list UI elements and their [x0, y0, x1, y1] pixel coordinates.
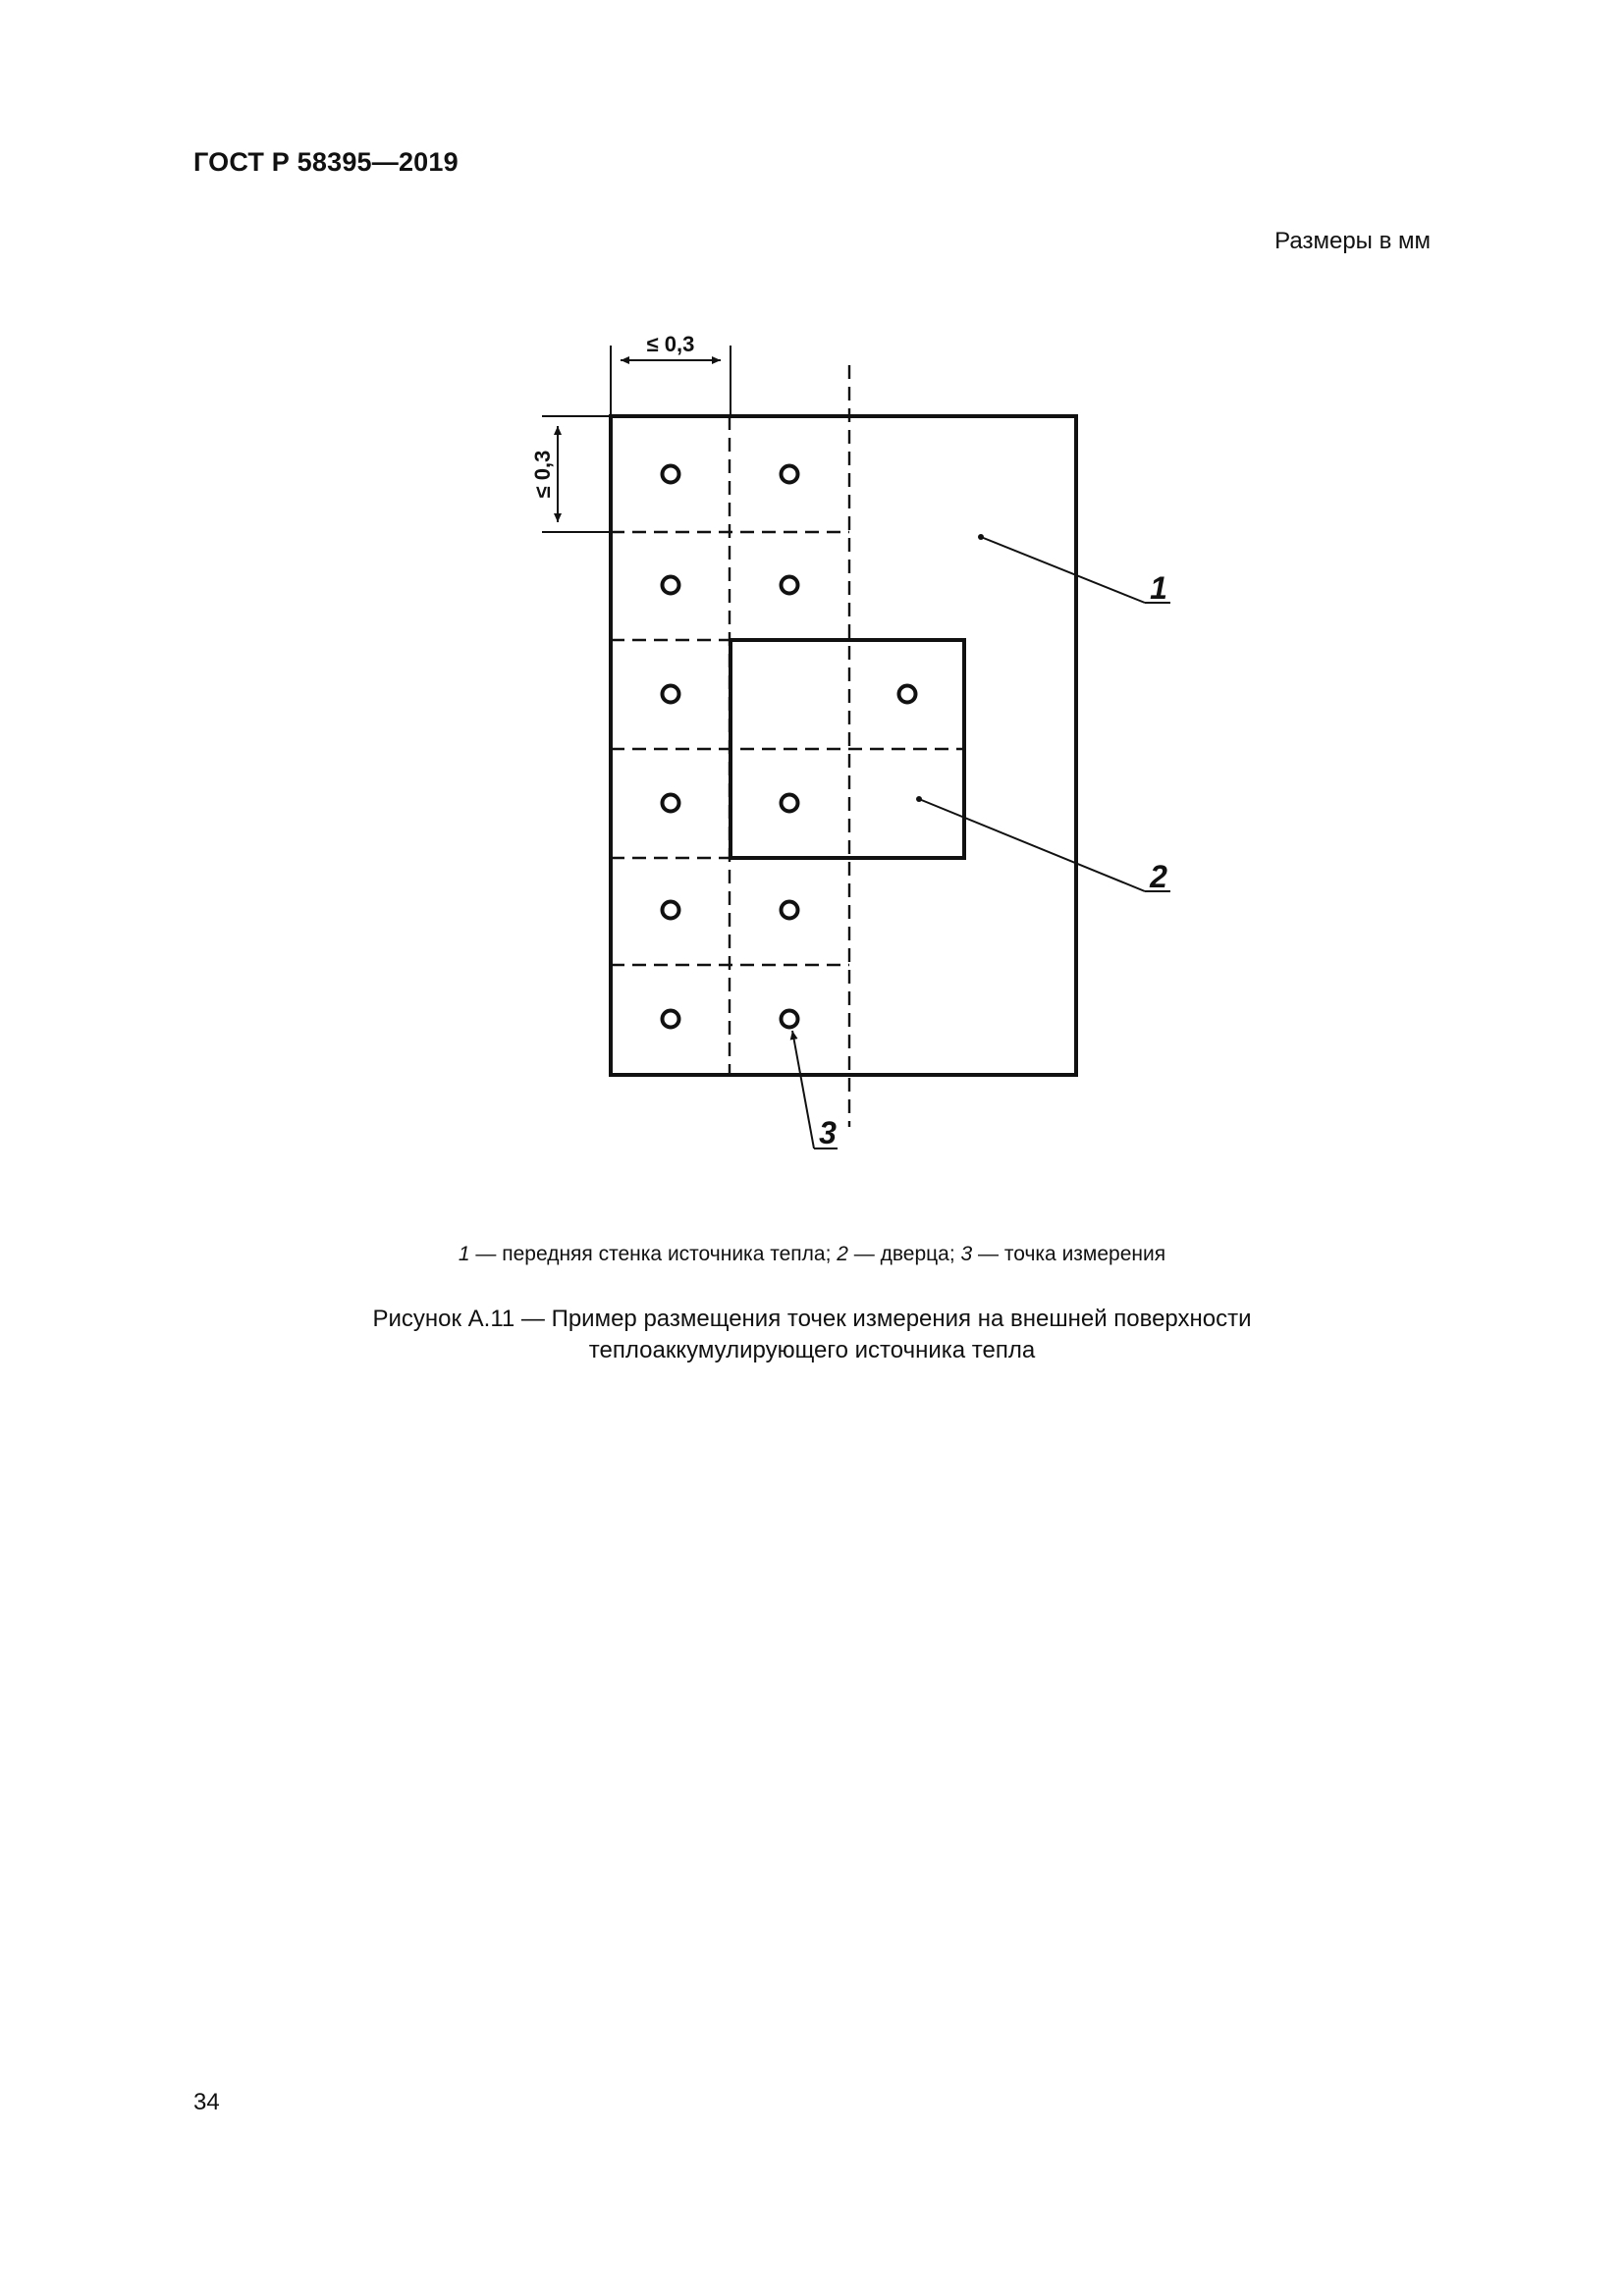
measurement-point — [782, 902, 798, 919]
callout-3-label: 3 — [819, 1115, 837, 1150]
callout-2-leader — [919, 799, 1170, 891]
caption-line-1: Рисунок А.11 — Пример размещения точек измерения на внешней поверхности — [372, 1306, 1252, 1332]
vertical-dimension-label: ≤ 0,3 — [530, 450, 555, 499]
legend-num-2: 2 — [837, 1243, 848, 1265]
measurement-point — [782, 577, 798, 594]
measurement-point — [782, 466, 798, 483]
measurement-point — [663, 577, 679, 594]
legend-num-1: 1 — [458, 1243, 470, 1265]
horizontal-dimension-label: ≤ 0,3 — [646, 332, 695, 356]
figure-caption — [0, 1304, 1624, 1366]
page-number: 34 — [193, 2089, 220, 2115]
measurement-point — [782, 1011, 798, 1028]
standard-number: ГОСТ Р 58395—2019 — [193, 147, 459, 177]
callout-1-label: 1 — [1150, 570, 1167, 606]
measurement-point — [663, 1011, 679, 1028]
callout-1-dot — [978, 534, 984, 540]
callout-2-dot — [916, 796, 922, 802]
caption-line-2: теплоаккумулирующего источника тепла — [588, 1337, 1036, 1363]
measurement-point — [782, 795, 798, 812]
measurement-point — [899, 686, 916, 703]
measurement-point — [663, 795, 679, 812]
legend-text-1: — передняя стенка источника тепла; — [469, 1243, 838, 1265]
legend-text-2: — дверца; — [847, 1243, 961, 1265]
callout-2-label: 2 — [1150, 859, 1167, 894]
legend-text-3: — точка измерения — [972, 1243, 1166, 1265]
front-wall-outline — [611, 416, 1076, 1075]
measurement-points — [663, 466, 916, 1028]
measurement-point — [663, 902, 679, 919]
dimensions-note: Размеры в мм — [1274, 228, 1431, 254]
measurement-point — [663, 686, 679, 703]
figure-legend — [0, 1243, 1624, 1266]
measurement-point — [663, 466, 679, 483]
legend-num-3: 3 — [960, 1243, 973, 1265]
